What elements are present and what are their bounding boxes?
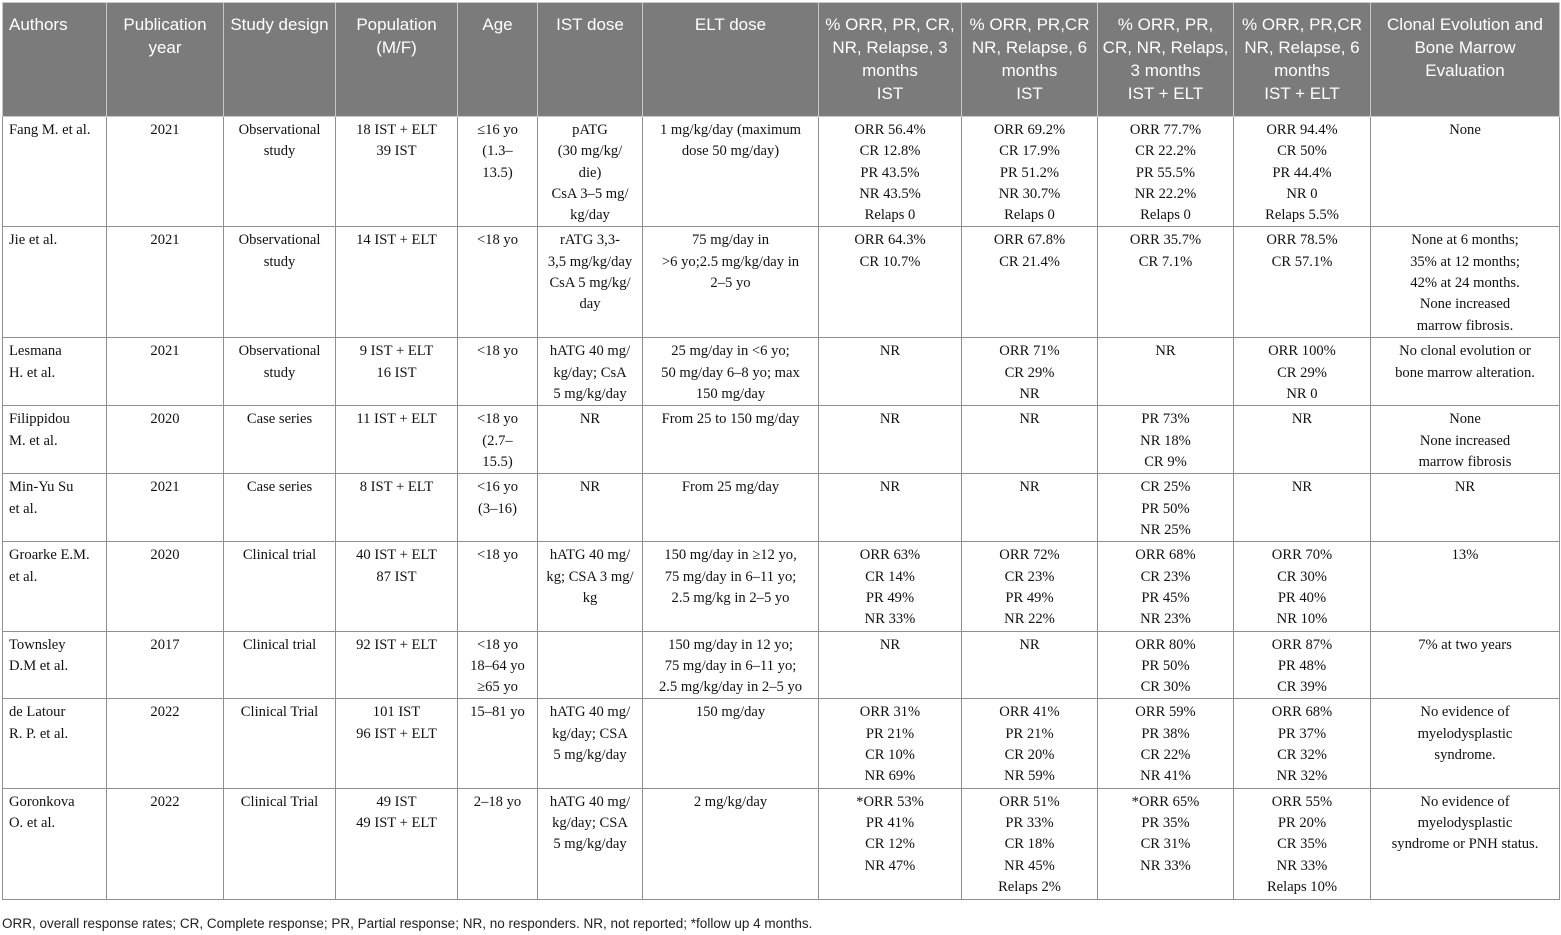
header-elt-dose: ELT dose: [643, 3, 819, 117]
cell-ist-dose: hATG 40 mg/ kg; CSA 3 mg/ kg: [538, 542, 643, 631]
cell-population: 9 IST + ELT 16 IST: [336, 338, 458, 406]
cell-population: 101 IST 96 IST + ELT: [336, 699, 458, 788]
header-ist-elt-6-months: % ORR, PR,CR NR, Relapse, 6 months IST + ELT: [1234, 3, 1371, 117]
cell-ist-6-months: ORR 69.2% CR 17.9% PR 51.2% NR 30.7% Relaps 0: [962, 117, 1098, 227]
cell-ist-elt-3-months: ORR 59% PR 38% CR 22% NR 41%: [1098, 699, 1234, 788]
cell-age: <18 yo: [458, 338, 538, 406]
cell-population: 49 IST 49 IST + ELT: [336, 788, 458, 899]
cell-ist-dose: NR: [538, 406, 643, 474]
cell-ist-elt-3-months: PR 73% NR 18% CR 9%: [1098, 406, 1234, 474]
header-ist-3-months: % ORR, PR, CR, NR, Relapse, 3 months IST: [819, 3, 962, 117]
cell-ist-elt-3-months: ORR 80% PR 50% CR 30%: [1098, 631, 1234, 699]
cell-ist-3-months: NR: [819, 406, 962, 474]
header-age: Age: [458, 3, 538, 117]
cell-ist-dose: hATG 40 mg/ kg/day; CSA 5 mg/kg/day: [538, 788, 643, 899]
table-row: [3, 699, 1560, 788]
table-row: [3, 788, 1560, 899]
cell-clonal-evolution: 13%: [1371, 542, 1560, 631]
cell-population: 11 IST + ELT: [336, 406, 458, 474]
cell-study-design: Case series: [224, 474, 336, 542]
cell-clonal-evolution: None at 6 months; 35% at 12 months; 42% at 24 months. None increased marrow fibrosis.: [1371, 227, 1560, 338]
cell-ist-elt-3-months: *ORR 65% PR 35% CR 31% NR 33%: [1098, 788, 1234, 899]
cell-elt-dose: 150 mg/day in ≥12 yo, 75 mg/day in 6–11 yo; 2.5 mg/kg in 2–5 yo: [643, 542, 819, 631]
cell-age: <16 yo (3–16): [458, 474, 538, 542]
header-ist-6-months: % ORR, PR,CR NR, Relapse, 6 months IST: [962, 3, 1098, 117]
header-ist-dose: IST dose: [538, 3, 643, 117]
cell-age: <18 yo (2.7– 15.5): [458, 406, 538, 474]
cell-population: 92 IST + ELT: [336, 631, 458, 699]
table-row: [3, 542, 1560, 631]
cell-study-design: Observational study: [224, 117, 336, 227]
table-body: [3, 117, 1560, 900]
cell-authors: Groarke E.M. et al.: [3, 542, 107, 631]
cell-elt-dose: 2 mg/kg/day: [643, 788, 819, 899]
cell-publication-year: 2021: [107, 227, 224, 338]
cell-study-design: Clinical Trial: [224, 699, 336, 788]
cell-authors: Lesmana H. et al.: [3, 338, 107, 406]
cell-age: 2–18 yo: [458, 788, 538, 899]
cell-study-design: Observational study: [224, 227, 336, 338]
cell-ist-6-months: ORR 51% PR 33% CR 18% NR 45% Relaps 2%: [962, 788, 1098, 899]
cell-ist-6-months: ORR 41% PR 21% CR 20% NR 59%: [962, 699, 1098, 788]
cell-ist-6-months: NR: [962, 406, 1098, 474]
cell-ist-elt-6-months: NR: [1234, 406, 1371, 474]
cell-ist-elt-3-months: CR 25% PR 50% NR 25%: [1098, 474, 1234, 542]
studies-table: [2, 2, 1560, 900]
cell-ist-elt-6-months: ORR 70% CR 30% PR 40% NR 10%: [1234, 542, 1371, 631]
cell-ist-3-months: NR: [819, 631, 962, 699]
cell-ist-6-months: ORR 72% CR 23% PR 49% NR 22%: [962, 542, 1098, 631]
cell-ist-elt-6-months: ORR 94.4% CR 50% PR 44.4% NR 0 Relaps 5.5%: [1234, 117, 1371, 227]
table-row: [3, 406, 1560, 474]
cell-ist-elt-6-months: ORR 87% PR 48% CR 39%: [1234, 631, 1371, 699]
header-ist-elt-3-months: % ORR, PR, CR, NR, Relaps, 3 months IST + ELT: [1098, 3, 1234, 117]
cell-ist-6-months: NR: [962, 631, 1098, 699]
cell-publication-year: 2017: [107, 631, 224, 699]
header-authors: Authors: [3, 3, 107, 117]
cell-authors: Fang M. et al.: [3, 117, 107, 227]
cell-authors: Townsley D.M et al.: [3, 631, 107, 699]
cell-study-design: Clinical Trial: [224, 788, 336, 899]
cell-publication-year: 2020: [107, 406, 224, 474]
cell-ist-3-months: NR: [819, 474, 962, 542]
cell-population: 14 IST + ELT: [336, 227, 458, 338]
header-row: [3, 3, 1560, 117]
header-publication-year: Publication year: [107, 3, 224, 117]
cell-ist-dose: pATG (30 mg/kg/ die) CsA 3–5 mg/ kg/day: [538, 117, 643, 227]
cell-publication-year: 2021: [107, 338, 224, 406]
cell-publication-year: 2020: [107, 542, 224, 631]
cell-authors: Min-Yu Su et al.: [3, 474, 107, 542]
cell-ist-3-months: *ORR 53% PR 41% CR 12% NR 47%: [819, 788, 962, 899]
cell-publication-year: 2021: [107, 117, 224, 227]
cell-population: 40 IST + ELT 87 IST: [336, 542, 458, 631]
cell-study-design: Observational study: [224, 338, 336, 406]
cell-ist-elt-6-months: ORR 100% CR 29% NR 0: [1234, 338, 1371, 406]
cell-ist-elt-6-months: ORR 68% PR 37% CR 32% NR 32%: [1234, 699, 1371, 788]
cell-clonal-evolution: 7% at two years: [1371, 631, 1560, 699]
cell-ist-elt-3-months: NR: [1098, 338, 1234, 406]
cell-population: 18 IST + ELT 39 IST: [336, 117, 458, 227]
cell-elt-dose: 75 mg/day in >6 yo;2.5 mg/kg/day in 2–5 yo: [643, 227, 819, 338]
cell-ist-6-months: ORR 67.8% CR 21.4%: [962, 227, 1098, 338]
cell-ist-3-months: NR: [819, 338, 962, 406]
cell-study-design: Case series: [224, 406, 336, 474]
cell-age: 15–81 yo: [458, 699, 538, 788]
cell-population: 8 IST + ELT: [336, 474, 458, 542]
cell-age: <18 yo: [458, 542, 538, 631]
header-clonal-evolution: Clonal Evolution and Bone Marrow Evaluation: [1371, 3, 1560, 117]
table-row: [3, 338, 1560, 406]
cell-elt-dose: 25 mg/day in <6 yo; 50 mg/day 6–8 yo; max 150 mg/day: [643, 338, 819, 406]
cell-ist-dose: hATG 40 mg/ kg/day; CsA 5 mg/kg/day: [538, 338, 643, 406]
cell-ist-3-months: ORR 31% PR 21% CR 10% NR 69%: [819, 699, 962, 788]
cell-clonal-evolution: No evidence of myelodysplastic syndrome.: [1371, 699, 1560, 788]
cell-authors: Goronkova O. et al.: [3, 788, 107, 899]
cell-ist-3-months: ORR 64.3% CR 10.7%: [819, 227, 962, 338]
cell-ist-3-months: ORR 63% CR 14% PR 49% NR 33%: [819, 542, 962, 631]
footnote: ORR, overall response rates; CR, Complete response; PR, Partial response; NR, no responders. NR, not reported; *follow up 4 months.: [2, 916, 813, 931]
cell-age: ≤16 yo (1.3– 13.5): [458, 117, 538, 227]
table-row: [3, 474, 1560, 542]
cell-ist-6-months: ORR 71% CR 29% NR: [962, 338, 1098, 406]
cell-publication-year: 2022: [107, 699, 224, 788]
cell-ist-elt-6-months: ORR 78.5% CR 57.1%: [1234, 227, 1371, 338]
cell-authors: Filippidou M. et al.: [3, 406, 107, 474]
table-row: [3, 631, 1560, 699]
cell-clonal-evolution: NR: [1371, 474, 1560, 542]
cell-clonal-evolution: None None increased marrow fibrosis: [1371, 406, 1560, 474]
cell-age: <18 yo: [458, 227, 538, 338]
cell-ist-6-months: NR: [962, 474, 1098, 542]
cell-ist-dose: [538, 631, 643, 699]
cell-authors: de Latour R. P. et al.: [3, 699, 107, 788]
cell-ist-elt-3-months: ORR 68% CR 23% PR 45% NR 23%: [1098, 542, 1234, 631]
cell-ist-dose: rATG 3,3- 3,5 mg/kg/day CsA 5 mg/kg/ day: [538, 227, 643, 338]
cell-ist-dose: NR: [538, 474, 643, 542]
cell-ist-elt-6-months: NR: [1234, 474, 1371, 542]
table-row: [3, 117, 1560, 227]
cell-clonal-evolution: No clonal evolution or bone marrow alteration.: [1371, 338, 1560, 406]
cell-authors: Jie et al.: [3, 227, 107, 338]
cell-age: <18 yo 18–64 yo ≥65 yo: [458, 631, 538, 699]
cell-ist-3-months: ORR 56.4% CR 12.8% PR 43.5% NR 43.5% Relaps 0: [819, 117, 962, 227]
cell-elt-dose: 150 mg/day in 12 yo; 75 mg/day in 6–11 yo; 2.5 mg/kg/day in 2–5 yo: [643, 631, 819, 699]
cell-clonal-evolution: None: [1371, 117, 1560, 227]
cell-ist-elt-3-months: ORR 35.7% CR 7.1%: [1098, 227, 1234, 338]
cell-elt-dose: 150 mg/day: [643, 699, 819, 788]
table-row: [3, 227, 1560, 338]
header-study-design: Study design: [224, 3, 336, 117]
cell-publication-year: 2021: [107, 474, 224, 542]
cell-ist-dose: hATG 40 mg/ kg/day; CSA 5 mg/kg/day: [538, 699, 643, 788]
header-population: Population (M/F): [336, 3, 458, 117]
cell-elt-dose: From 25 to 150 mg/day: [643, 406, 819, 474]
cell-study-design: Clinical trial: [224, 542, 336, 631]
cell-elt-dose: From 25 mg/day: [643, 474, 819, 542]
cell-elt-dose: 1 mg/kg/day (maximum dose 50 mg/day): [643, 117, 819, 227]
cell-clonal-evolution: No evidence of myelodysplastic syndrome or PNH status.: [1371, 788, 1560, 899]
cell-ist-elt-3-months: ORR 77.7% CR 22.2% PR 55.5% NR 22.2% Relaps 0: [1098, 117, 1234, 227]
cell-ist-elt-6-months: ORR 55% PR 20% CR 35% NR 33% Relaps 10%: [1234, 788, 1371, 899]
cell-study-design: Clinical trial: [224, 631, 336, 699]
cell-publication-year: 2022: [107, 788, 224, 899]
